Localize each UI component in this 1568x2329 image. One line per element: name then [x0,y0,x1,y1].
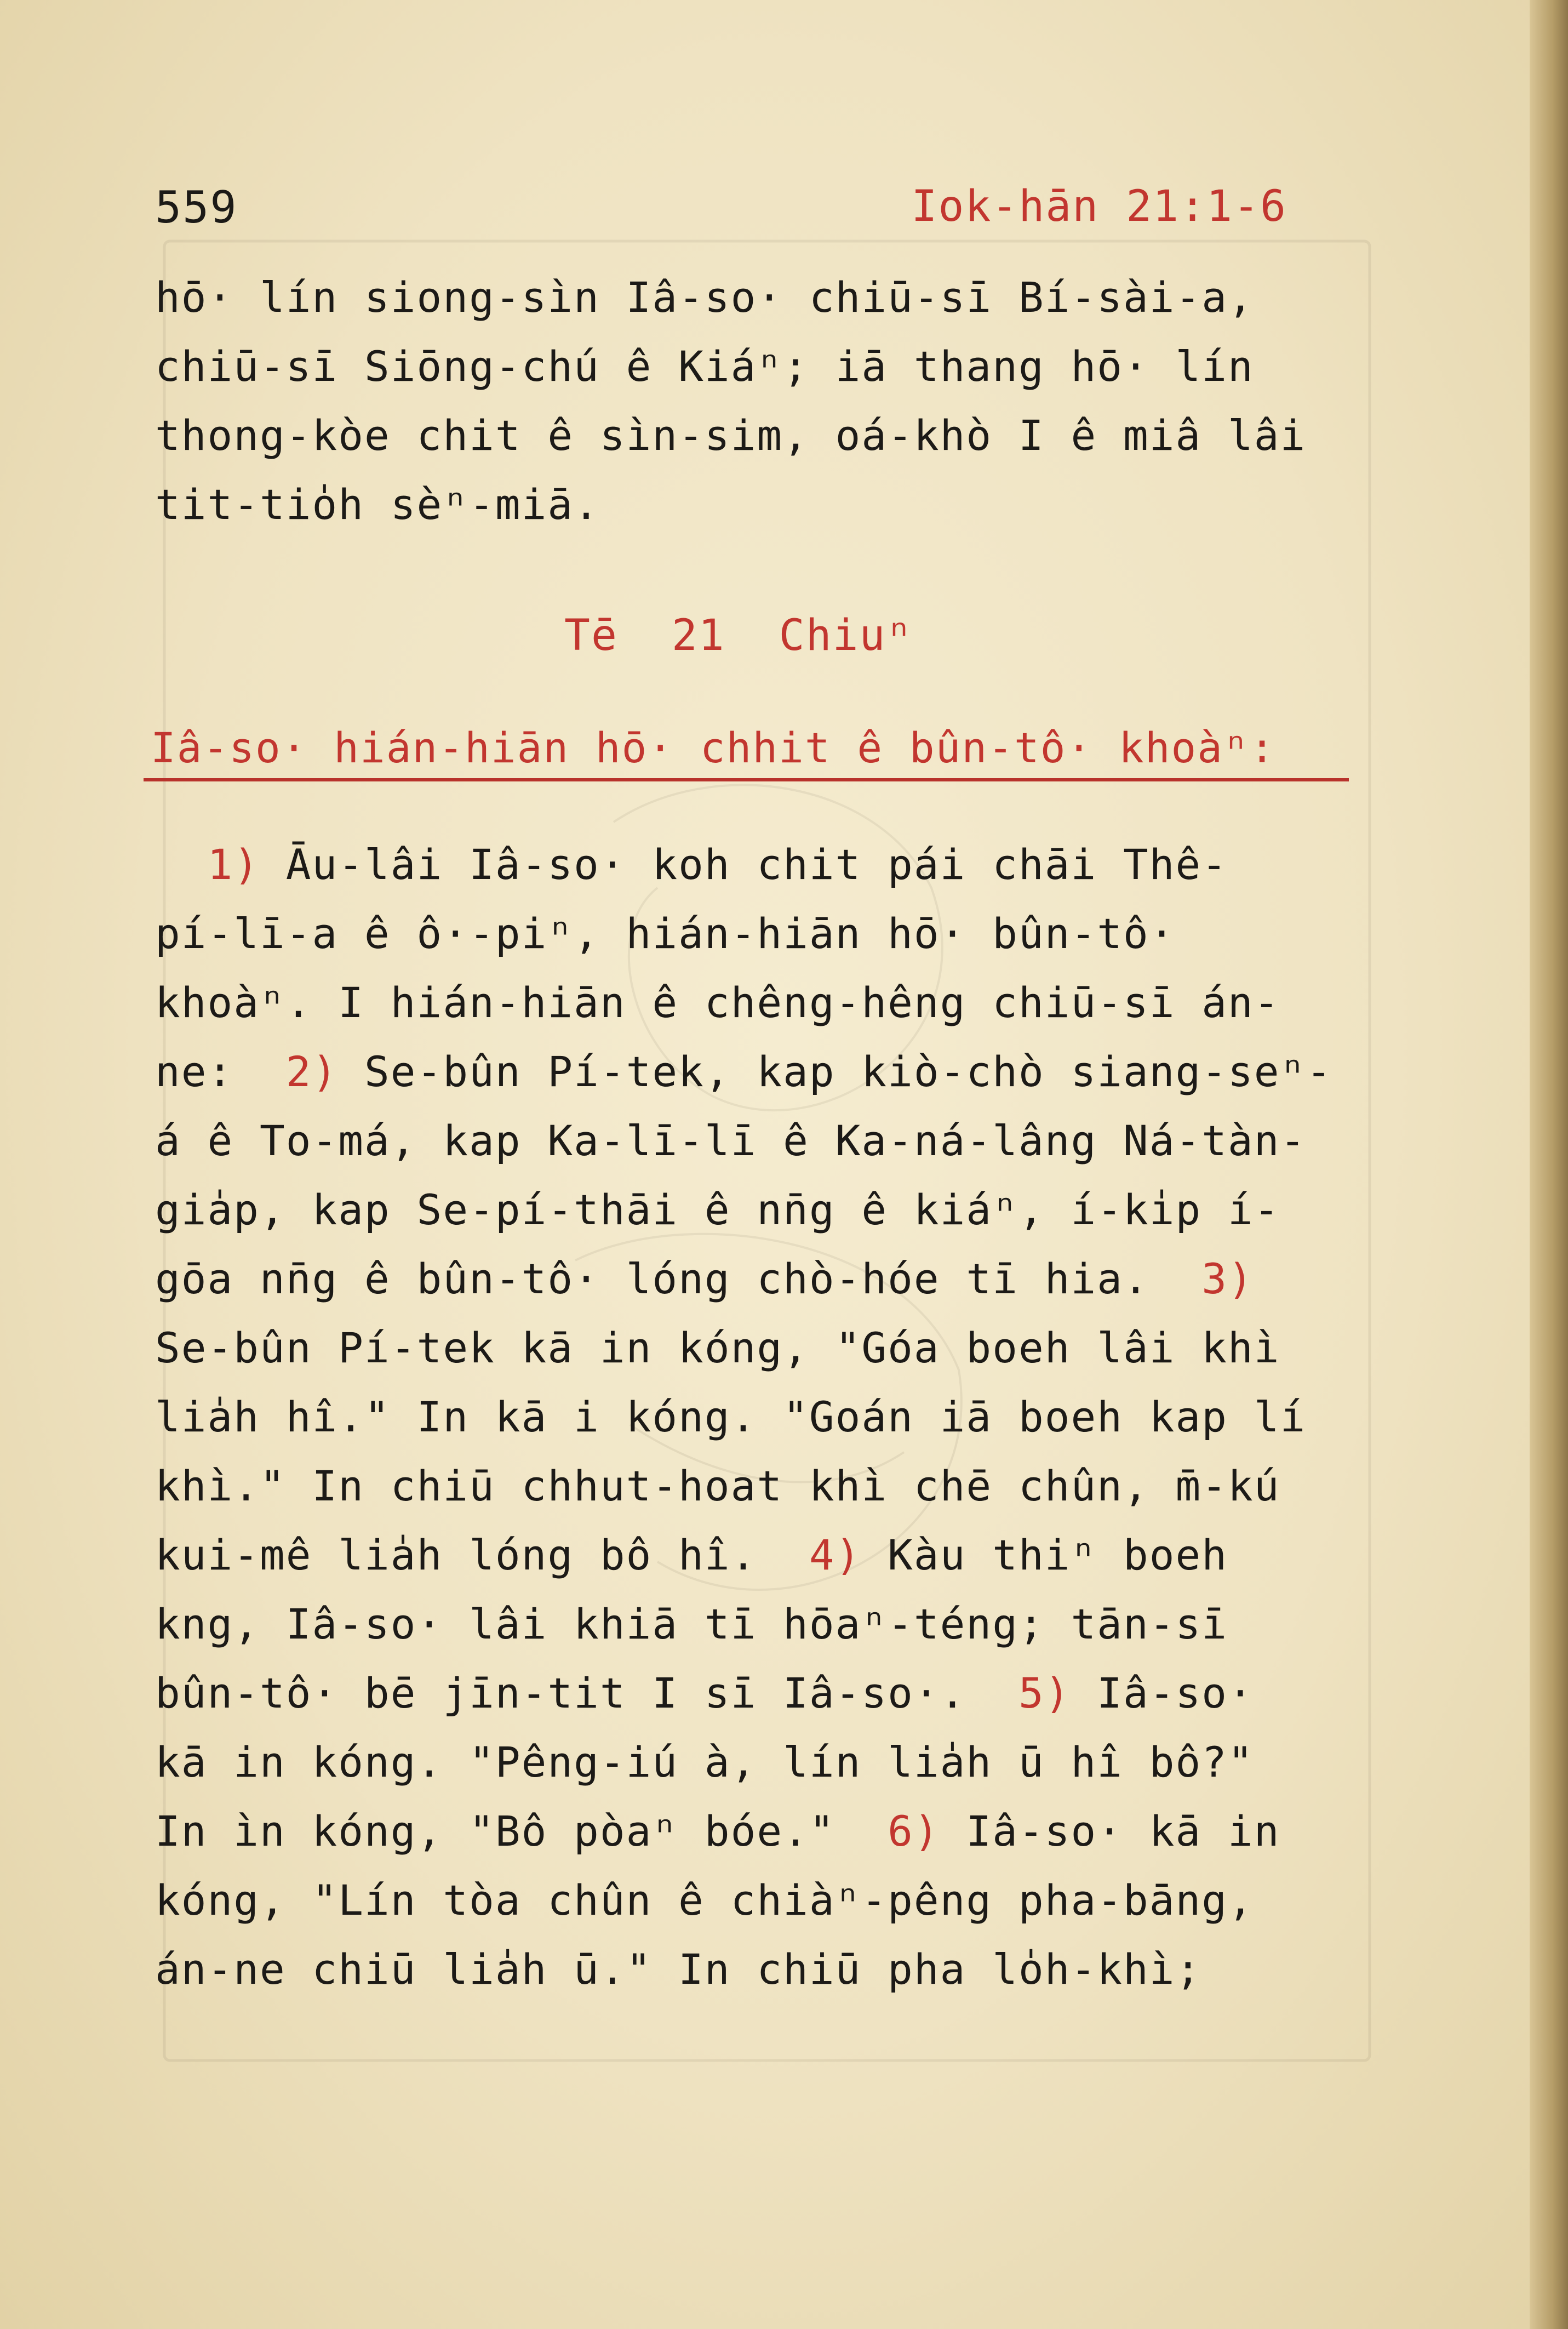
verse-text: kui-mê lia̍h lóng bô hî. [155,1531,809,1579]
verse-text: Kàu thiⁿ boeh [861,1531,1228,1579]
verse-line [155,1314,1415,1383]
verse-number: 1) [207,840,260,889]
verse-text: khoàⁿ. I hián-hiān ê chêng-hêng chiū-sī án- [155,978,1280,1027]
verse-line [155,830,1415,899]
verse-paragraph [155,830,1415,2004]
verse-line [155,1383,1415,1452]
text-line: hō· lín siong-sìn Iâ-so· chiū-sī Bí-sài-a, [155,273,1254,322]
verse-text: kng, Iâ-so· lâi khiā tī hōaⁿ-téng; tān-sī [155,1600,1228,1648]
verse-number: 6) [888,1807,940,1856]
section-underline [144,778,1349,781]
intro-paragraph [155,263,1415,539]
verse-text: Iâ-so· kā in [940,1807,1280,1856]
verse-line [155,1452,1415,1521]
chapter-heading: Tē 21 Chiuⁿ [564,611,913,660]
verse-line [155,1659,1415,1728]
verse-text: bûn-tô· bē jīn-tit I sī Iâ-so·. [155,1669,1018,1717]
verse-number: 4) [809,1531,862,1579]
section-heading: Iâ-so· hián-hiān hō· chhit ê bûn-tô· khoàⁿ: [151,723,1276,772]
verse-text: án-ne chiū lia̍h ū." In chiū pha lo̍h-khì; [155,1945,1202,1994]
verse-text: Iâ-so· [1071,1669,1254,1717]
verse-text: In ìn kóng, "Bô pòaⁿ bóe." [155,1807,888,1856]
verse-line [155,1590,1415,1659]
text-line: chiū-sī Siōng-chú ê Kiáⁿ; iā thang hō· lín [155,342,1254,391]
verse-text: Se-bûn Pí-tek, kap kiò-chò siang-seⁿ- [338,1047,1333,1096]
verse-text: gia̍p, kap Se-pí-thāi ê nn̄g ê kiáⁿ, í-ki̍p í- [155,1185,1280,1234]
verse-line [155,1935,1415,2004]
verse-text: á ê To-má, kap Ka-lī-lī ê Ka-ná-lâng Ná-tàn- [155,1116,1307,1165]
verse-line [155,1175,1415,1245]
verse-text: kā in kóng. "Pêng-iú à, lín lia̍h ū hî bô?" [155,1738,1254,1786]
verse-number: 5) [1018,1669,1071,1717]
verse-number: 2) [285,1047,339,1096]
verse-line [155,899,1415,968]
text-line: thong-kòe chit ê sìn-sim, oá-khò I ê miâ lâi [155,411,1307,460]
text-line: tit-tio̍h sèⁿ-miā. [155,480,600,529]
verse-line [155,1728,1415,1797]
verse-line [155,1866,1415,1935]
verse-text: khì." In chiū chhut-hoat khì chē chûn, m̄-kú [155,1462,1280,1510]
verse-text: Se-bûn Pí-tek kā in kóng, "Góa boeh lâi khì [155,1323,1280,1372]
verse-number: 3) [1201,1254,1254,1303]
verse-line [155,968,1415,1037]
verse-text: pí-lī-a ê ô·-piⁿ, hián-hiān hō· bûn-tô· [155,909,1176,958]
verse-line [155,1106,1415,1175]
page-number: 559 [155,182,238,233]
verse-text: gōa nn̄g ê bûn-tô· lóng chò-hóe tī hia. [155,1254,1202,1303]
indent-space [155,840,208,889]
verse-line [155,1245,1415,1314]
verse-line [155,1521,1415,1590]
verse-text: ne: [155,1047,286,1096]
page-edge [1530,0,1568,2329]
page-header [155,182,1287,242]
verse-line [155,1037,1415,1106]
running-head: Iok-hān 21:1-6 [911,182,1287,231]
verse-line [155,1797,1415,1866]
verse-text: kóng, "Lín tòa chûn ê chiàⁿ-pêng pha-bāng, [155,1876,1254,1925]
verse-text: lia̍h hî." In kā i kóng. "Goán iā boeh kap lí [155,1392,1307,1441]
verse-text: Āu-lâi Iâ-so· koh chit pái chāi Thê- [260,840,1228,889]
